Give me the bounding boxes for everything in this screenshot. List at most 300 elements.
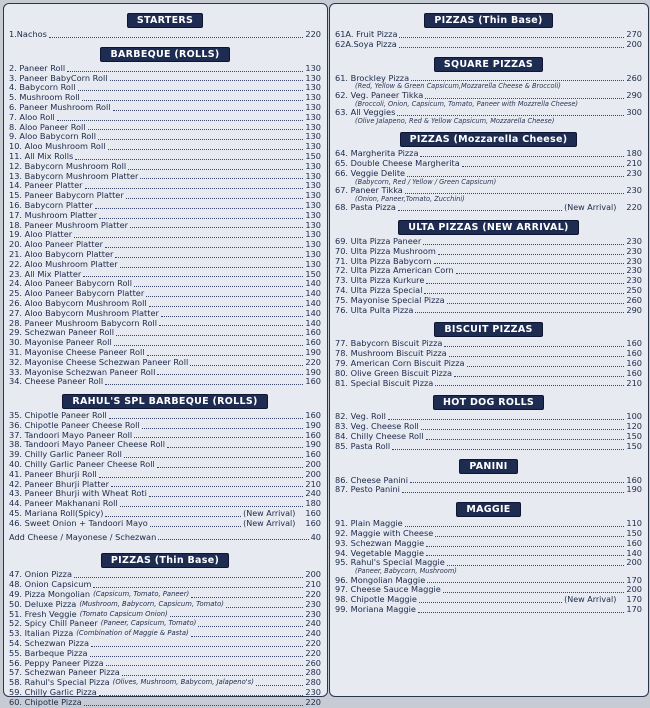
item-price: 190	[305, 346, 321, 357]
dot-leader	[443, 592, 625, 593]
dot-leader	[74, 237, 303, 238]
item-price: 190	[626, 484, 642, 495]
item-price: 160	[626, 357, 642, 368]
item-name: 30. Mayonise Paneer Roll	[9, 337, 112, 348]
dot-leader	[420, 156, 624, 157]
dot-leader	[134, 437, 303, 438]
spacer	[9, 542, 321, 546]
item-price: 220	[305, 29, 321, 39]
item-name: 15. Paneer Babycorn Platter	[9, 190, 124, 201]
item-name: 13. Babycorn Mushroom Platter	[9, 170, 139, 181]
dot-leader	[85, 188, 304, 189]
menu-item-row	[9, 30, 321, 40]
item-name: 92. Maggie with Cheese	[335, 527, 434, 538]
dot-leader	[415, 312, 624, 313]
item-name: 12. Babycorn Mushroom Roll	[9, 160, 127, 171]
dot-leader	[407, 176, 624, 177]
item-price: 300	[626, 107, 642, 117]
section-starters	[9, 30, 321, 40]
item-name: 19. Aloo Platter	[9, 229, 73, 240]
item-price: 130	[305, 121, 321, 132]
item-price: 220	[305, 696, 321, 707]
new-arrival-note: (New Arrival)	[243, 509, 296, 519]
item-name: 70. Ulta Pizza Mushroom	[335, 245, 436, 256]
item-price: 180	[626, 148, 642, 159]
item-name: 86. Cheese Panini	[335, 474, 409, 485]
item-name: 96. Mongolian Maggie	[335, 574, 426, 585]
section-header-wrap	[9, 389, 321, 409]
item-price: 140	[305, 288, 321, 299]
item-detail: (Capsicum, Tomato, Paneer)	[93, 590, 190, 599]
menu-item-row	[9, 698, 321, 708]
dot-leader	[191, 597, 303, 598]
dot-leader	[116, 335, 303, 336]
dot-leader	[398, 210, 562, 211]
item-name: 8. Aloo Paneer Roll	[9, 121, 86, 132]
dot-leader	[418, 612, 624, 613]
item-price: 130	[305, 160, 321, 171]
dot-leader	[392, 449, 624, 450]
item-name: 37. Tandoori Mayo Paneer Roll	[9, 429, 133, 440]
dot-leader	[113, 110, 304, 111]
item-price: 230	[305, 598, 321, 609]
section-header-panini: PANINI	[459, 459, 517, 474]
dot-leader	[57, 120, 304, 121]
dot-leader	[438, 254, 625, 255]
item-price: 230	[305, 687, 321, 698]
dot-leader	[444, 346, 624, 347]
item-detail: (Paneer, Capsicum, Tomato)	[100, 619, 197, 628]
section-square	[335, 74, 642, 126]
item-price: 280	[305, 667, 321, 678]
item-name: 11. All Mix Rolls	[9, 150, 74, 161]
item-price: 260	[626, 72, 642, 83]
item-name: 22. Aloo Mushroom Platter	[9, 258, 118, 269]
item-price: 210	[626, 158, 642, 168]
item-price: 170	[626, 603, 642, 614]
item-name: 78. Mushroom Biscuit Pizza	[335, 348, 447, 359]
dot-leader	[411, 80, 624, 81]
item-ingredients: (Paneer, Babycorn, Mushroom)	[355, 567, 457, 576]
dot-leader	[402, 492, 624, 493]
item-price: 160	[626, 537, 642, 548]
section-rahul-bbq	[9, 411, 321, 529]
item-name: 59. Chilly Garlic Pizza	[9, 687, 97, 698]
item-price: 230	[626, 265, 642, 276]
new-arrival-note: (New Arrival)	[564, 595, 617, 605]
menu-item-row	[335, 203, 642, 213]
item-name: 62. Veg. Paneer Tikka	[335, 89, 424, 100]
dot-leader	[426, 546, 624, 547]
dot-leader	[419, 602, 562, 603]
dot-leader	[67, 71, 303, 72]
menu-item-row	[9, 377, 321, 387]
item-name: 9. Aloo Babycorn Roll	[9, 131, 96, 142]
item-name: 18. Paneer Mushroom Platter	[9, 219, 128, 230]
dot-leader	[454, 376, 624, 377]
item-name: 69. Ulta Pizza Paneer	[335, 236, 422, 246]
item-name: 14. Paneer Platter	[9, 180, 83, 191]
dot-leader	[434, 263, 625, 264]
section-header-hotdog: HOT DOG ROLLS	[433, 395, 544, 410]
menu-item-row	[335, 379, 642, 389]
dot-leader	[90, 656, 304, 657]
item-price: 190	[305, 366, 321, 377]
item-name: 72. Ulta Pizza American Corn	[335, 265, 454, 276]
item-name: 24. Aloo Paneer Babycorn Roll	[9, 278, 133, 289]
item-name: 84. Chilly Cheese Roll	[335, 430, 424, 441]
item-name: 2. Paneer Roll	[9, 62, 66, 73]
section-header-wrap	[335, 497, 642, 517]
item-price: 160	[305, 376, 321, 387]
item-price: 130	[305, 62, 321, 73]
item-name: 6. Paneer Mushroom Roll	[9, 101, 111, 112]
item-name: 3. Paneer BabyCorn Roll	[9, 72, 108, 83]
item-name: 80. Olive Green Biscuit Pizza	[335, 367, 453, 378]
item-name: 52. Spicy Chill Paneer	[9, 618, 98, 629]
item-price: 200	[305, 459, 321, 470]
section-header-ulta: ULTA PIZZAS (NEW ARRIVAL)	[398, 220, 578, 235]
item-price: 130	[305, 170, 321, 181]
dot-leader	[424, 293, 624, 294]
dot-leader	[140, 178, 303, 179]
item-price: 160	[305, 429, 321, 440]
item-name: 54. Schezwan Pizza	[9, 638, 89, 649]
dot-leader	[410, 482, 624, 483]
section-header-wrap	[335, 52, 642, 72]
item-name: 73. Ulta Pizza Kurkure	[335, 275, 425, 286]
section-hotdog	[335, 412, 642, 451]
dot-leader	[170, 616, 304, 617]
item-price: 210	[305, 478, 321, 489]
item-price: 130	[305, 258, 321, 269]
item-price: 230	[626, 167, 642, 178]
item-name: 21. Aloo Babycorn Platter	[9, 248, 114, 259]
item-name: 98. Chipotle Maggie	[335, 594, 417, 605]
dot-leader	[226, 607, 303, 608]
section-header-pizzas-left: PIZZAS (Thin Base)	[101, 553, 229, 568]
menu-item-row	[9, 103, 321, 113]
item-name: 47. Onion Pizza	[9, 569, 72, 580]
item-price: 240	[305, 628, 321, 639]
item-name: 64. Margherita Pizza	[335, 148, 419, 159]
item-price: 130	[305, 229, 321, 240]
dot-leader	[105, 384, 303, 385]
item-price: 160	[626, 348, 642, 359]
menu-item-row	[335, 442, 642, 452]
item-name: 27. Aloo Babycorn Mushroom Platter	[9, 307, 159, 318]
item-name: 85. Pasta Roll	[335, 440, 391, 451]
item-price: 230	[626, 236, 642, 246]
item-price: 250	[626, 284, 642, 295]
item-price: 220	[305, 647, 321, 658]
section-ulta	[335, 237, 642, 315]
item-detail: (Olives, Mushroom, Babycom, Jalapeno's)	[112, 678, 254, 687]
dot-leader	[190, 365, 303, 366]
item-ingredients: (Onion, Paneer,Tomato, Zucchini)	[355, 194, 465, 203]
item-name: 93. Schezwan Maggie	[335, 537, 425, 548]
dot-leader	[435, 385, 624, 386]
item-price: 130	[305, 82, 321, 93]
dot-leader	[149, 496, 303, 497]
dot-leader	[75, 159, 303, 160]
item-name: 23. All Mix Platter	[9, 268, 82, 279]
dot-leader	[83, 276, 303, 277]
section-pizzas-left	[9, 570, 321, 707]
dot-leader	[122, 675, 304, 676]
item-name: 56. Peppy Paneer Pizza	[9, 657, 104, 668]
dot-leader	[427, 582, 624, 583]
dot-leader	[84, 705, 304, 706]
item-price: 130	[305, 141, 321, 152]
item-name: 43. Paneer Bhurji with Wheat Roti	[9, 488, 147, 499]
item-name: 45. Mariana Roll(Spicy)	[9, 508, 104, 519]
dot-leader	[130, 227, 303, 228]
item-price: 230	[305, 608, 321, 619]
dot-leader	[447, 303, 625, 304]
item-price: 190	[305, 439, 321, 450]
item-name: 7. Aloo Roll	[9, 111, 55, 122]
item-price: 160	[305, 410, 321, 421]
item-ingredients: (Red, Yellow & Green Capsicum,Mozzarella Cheese & Broccoli)	[355, 82, 561, 91]
section-header-square: SQUARE PIZZAS	[434, 57, 543, 72]
item-ingredients: (Broccoli, Onion, Capsicum, Tomato, Paneer with Mozzrella Cheese)	[355, 99, 579, 108]
dot-leader	[421, 429, 625, 430]
item-name: 61A. Fruit Pizza	[335, 29, 398, 39]
dot-leader	[114, 345, 304, 346]
item-name: 60. Chipotle Pizza	[9, 696, 82, 707]
item-price: 140	[305, 297, 321, 308]
dot-leader	[78, 90, 304, 91]
dot-leader	[108, 149, 304, 150]
item-price: 200	[626, 557, 642, 568]
dot-leader	[435, 536, 624, 537]
dot-leader	[198, 626, 303, 627]
item-price: 130	[305, 72, 321, 83]
section-header-wrap	[335, 390, 642, 410]
section-header-wrap	[335, 8, 642, 28]
item-name: 74. Ulta Pizza Special	[335, 284, 423, 295]
item-price: 150	[626, 440, 642, 451]
item-name: 67. Paneer Tikka	[335, 185, 403, 195]
dot-leader	[126, 198, 304, 199]
addon-price: 40	[310, 531, 321, 542]
item-price: 180	[305, 498, 321, 509]
section-header-wrap	[9, 548, 321, 568]
item-name: 10. Aloo Mushroom Roll	[9, 141, 106, 152]
dot-leader	[128, 169, 303, 170]
item-name: 35. Chipotle Paneer Roll	[9, 410, 107, 421]
dot-leader	[159, 325, 303, 326]
item-price: 150	[626, 527, 642, 538]
dot-leader	[88, 129, 304, 130]
dot-leader	[426, 439, 625, 440]
item-price: 190	[305, 419, 321, 430]
item-price: 130	[305, 131, 321, 142]
item-price: 160	[626, 338, 642, 349]
item-price: 220	[305, 356, 321, 367]
item-price: 270	[626, 29, 642, 39]
section-header-wrap	[9, 42, 321, 62]
item-name: 46. Sweet Onion + Tandoori Mayo	[9, 517, 148, 528]
addon-row	[9, 533, 321, 543]
dot-leader	[423, 244, 624, 245]
item-price: 130	[305, 219, 321, 230]
item-name: 16. Babycorn Platter	[9, 199, 93, 210]
item-price: 140	[626, 547, 642, 558]
item-price: 140	[305, 278, 321, 289]
item-name: 32. Mayonise Cheese Schezwan Paneer Roll	[9, 356, 189, 367]
dot-leader	[99, 218, 303, 219]
item-name: 51. Fresh Veggie	[9, 608, 77, 619]
item-name: 40. Chilly Garlic Paneer Cheese Roll	[9, 459, 155, 470]
item-price: 130	[305, 92, 321, 103]
item-price: 110	[626, 518, 642, 529]
item-price: 210	[305, 579, 321, 590]
item-price: 130	[305, 180, 321, 191]
item-price: 160	[305, 337, 321, 348]
item-name: 65. Double Cheese Margherita	[335, 158, 460, 168]
dot-leader	[120, 506, 304, 507]
item-name: 91. Plain Maggie	[335, 518, 403, 529]
dot-leader	[49, 37, 303, 38]
dot-leader	[426, 555, 624, 556]
item-name: 33. Mayonise Schezwan Paneer Roll	[9, 366, 156, 377]
item-price: 290	[626, 304, 642, 315]
section-header-wrap	[9, 8, 321, 28]
menu-item-row	[335, 306, 642, 316]
item-name: 29. Schezwan Paneer Roll	[9, 327, 115, 338]
item-name: 63. All Veggies	[335, 107, 396, 117]
item-ingredients: (Babycorn, Red / Yellow / Green Capsicum)	[355, 177, 497, 186]
item-price: 200	[626, 38, 642, 49]
item-ingredients: (Olive Jalapeno, Red & Yellow Capsicum, Mozzarella Cheese)	[355, 116, 555, 125]
item-price: 130	[305, 209, 321, 220]
item-name: 34. Cheese Paneer Roll	[9, 376, 104, 387]
item-price: 280	[305, 677, 321, 688]
item-price: 200	[305, 468, 321, 479]
dot-leader	[111, 486, 303, 487]
item-name: 71. Ulta Pizza Babycorn	[335, 255, 432, 266]
item-price: 100	[626, 411, 642, 422]
dot-leader	[399, 47, 625, 48]
menu-item-row	[9, 519, 321, 529]
dot-leader	[447, 565, 625, 566]
item-price: 160	[305, 517, 321, 528]
item-price: 230	[626, 255, 642, 266]
item-name: 94. Vegetable Maggie	[335, 547, 424, 558]
item-name: 4. Babycorn Roll	[9, 82, 76, 93]
dot-leader	[405, 526, 625, 527]
section-header-biscuit: BISCUIT PIZZAS	[434, 322, 542, 337]
dot-leader	[150, 526, 241, 527]
item-name: 83. Veg. Cheese Roll	[335, 421, 419, 432]
dot-leader	[99, 477, 304, 478]
section-mozzarella	[335, 149, 642, 213]
item-price: 230	[626, 275, 642, 286]
item-name: 1.Nachos	[9, 29, 47, 39]
item-price: 160	[305, 327, 321, 338]
item-price: 290	[626, 89, 642, 100]
dot-leader	[388, 419, 624, 420]
menu-item-row	[335, 40, 642, 50]
dot-leader	[161, 316, 303, 317]
right-column	[329, 3, 649, 697]
item-price: 120	[626, 421, 642, 432]
section-pizzas-right	[335, 30, 642, 50]
item-price: 240	[305, 488, 321, 499]
item-price: 200	[626, 584, 642, 595]
dot-leader	[106, 665, 304, 666]
dot-leader	[134, 286, 303, 287]
dot-leader	[146, 296, 303, 297]
section-barbeque	[9, 64, 321, 387]
item-name: 42. Paneer Bhurji Platter	[9, 478, 110, 489]
item-detail: (Tomato Capsicum Onion)	[79, 609, 168, 618]
item-price: 200	[305, 569, 321, 580]
item-name: 38. Tandoori Mayo Paneer Cheese Roll	[9, 439, 166, 450]
dot-leader	[191, 636, 304, 637]
item-price: 130	[305, 248, 321, 259]
item-price: 130	[305, 199, 321, 210]
dot-leader	[115, 257, 303, 258]
dot-leader	[157, 467, 304, 468]
dot-leader	[95, 208, 303, 209]
section-header-barbeque: BARBEQUE (ROLLS)	[100, 47, 229, 62]
item-name: 79. American Corn Biscuit Pizza	[335, 357, 465, 368]
item-name: 58. Rahul's Special Pizza	[9, 677, 110, 688]
item-price: 140	[305, 307, 321, 318]
dot-leader	[158, 539, 308, 540]
item-name: 66. Veggie Delite	[335, 167, 406, 178]
item-name: 36. Chipotle Paneer Cheese Roll	[9, 419, 140, 430]
item-detail: (Combination of Maggie & Pasta)	[76, 629, 189, 638]
dot-leader	[99, 695, 304, 696]
dot-leader	[93, 587, 303, 588]
item-price: 150	[626, 430, 642, 441]
item-price: 140	[305, 317, 321, 328]
item-price: 130	[305, 239, 321, 250]
section-header-maggie: MAGGIE	[456, 502, 520, 517]
item-price: 210	[626, 377, 642, 388]
item-price: 130	[305, 111, 321, 122]
item-name: 31. Mayonise Cheese Paneer Roll	[9, 346, 145, 357]
section-header-pizzas-right: PIZZAS (Thin Base)	[424, 13, 552, 28]
item-price: 160	[626, 367, 642, 378]
section-header-wrap	[335, 317, 642, 337]
dot-leader	[105, 247, 303, 248]
item-price: 230	[626, 185, 642, 195]
section-panini	[335, 476, 642, 496]
dot-leader	[110, 80, 304, 81]
item-price: 160	[305, 449, 321, 460]
item-name: 99. Moriana Maggie	[335, 603, 416, 614]
dot-leader	[405, 193, 625, 194]
item-price: 130	[305, 101, 321, 112]
dot-leader	[256, 685, 304, 686]
item-detail: (Mushroom, Babycorn, Capsicum, Tomato)	[79, 599, 224, 608]
dot-leader	[449, 356, 625, 357]
section-header-starters: STARTERS	[127, 13, 203, 28]
dot-leader	[149, 306, 304, 307]
dot-leader	[74, 577, 303, 578]
section-header-wrap	[335, 215, 642, 235]
item-name: 41. Paneer Bhurji Roll	[9, 468, 97, 479]
item-name: 62A.Soya Pizza	[335, 38, 397, 49]
dot-leader	[399, 37, 624, 38]
item-price: 150	[305, 150, 321, 161]
item-price: 220	[305, 589, 321, 600]
